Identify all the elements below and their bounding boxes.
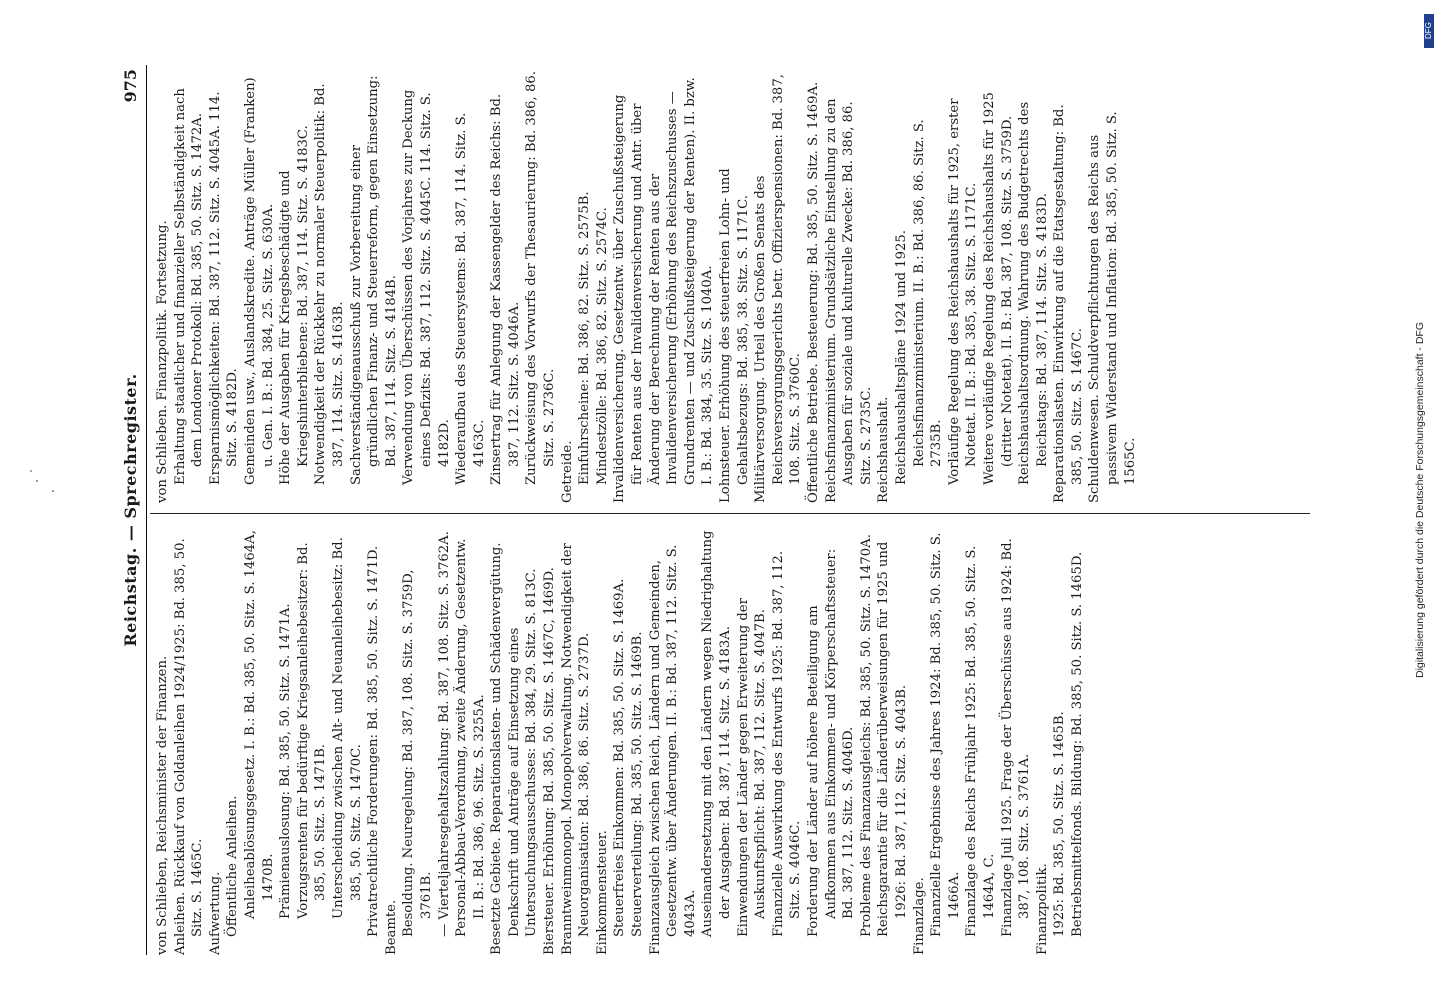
register-entry: Reichshaushaltsordnung. Wahrung des Budgetrechts des Reichstags: Bd. 387, 114. Sitz. S. 4183D.: [1017, 101, 1050, 485]
page-header: [120, 65, 147, 955]
register-entry: Biersteuer. Erhöhung: Bd. 385, 50. Sitz. S. 1467C, 1469D.: [542, 567, 558, 955]
register-entry: Reparationslasten. Einwirkung auf die Etatsgestaltung: Bd. 385, 50. Sitz. S. 1467C.: [1052, 104, 1085, 503]
register-entry: Zinsertrag für Anlegung der Kassengelder des Reichs: Bd. 387, 112. Sitz. S. 4046A.: [489, 93, 522, 485]
register-entry: Lohnsteuer. Erhöhung des steuerfreien Lohn- und Gehaltsbezugs: Bd. 385, 38. Sitz. S. 1171C.: [718, 168, 751, 503]
register-entry: Wiederaufbau des Steuersystems: Bd. 387, 114. Sitz. S. 4163C.: [454, 112, 487, 485]
register-entry: Sachverständigenausschuß zur Vorbereitung einer gründlichen Finanz- und Steuerreform, gegen Einsetzung: Bd. 387, 114. Sitz. S. 4184B.: [348, 75, 399, 485]
register-entry: Gemeinden usw., Auslandskredite. Anträge Müller (Franken) u. Gen. I. B.: Bd. 384, 25. Sitz. S. 630A.: [242, 77, 276, 485]
register-entry: Finanzlage des Reichs Frühjahr 1925: Bd. 385, 50. Sitz. S. 1464A, C.: [964, 545, 997, 937]
register-entry: Verwendung von Überschüssen des Vorjahres zur Deckung eines Defizits: Bd. 387, 112. Sitz. S. 4045C. 114. Sitz. S. 4182D.: [401, 89, 452, 485]
register-entry: Anleiheablösungsgesetz. I. B.: Bd. 385, 50. Sitz. S. 1464A, 1470B.: [242, 530, 276, 919]
register-entry: Finanzielle Ergebnisse des Jahres 1924: Bd. 385, 50. Sitz. S. 1466A.: [929, 532, 962, 937]
register-entry: Personal-Abbau-Verordnung, zweite Änderung, Gesetzentw. II. B.: Bd. 386, 96. Sitz. S. 3255A.: [454, 538, 487, 937]
register-entry: Ersparnismöglichkeiten: Bd. 387, 112. Sitz. S. 4045A. 114. Sitz. S. 4182D.: [207, 91, 241, 485]
register-entry: Reichsfinanzministerium. Grundsätzliche Einstellung zu den Ausgaben für soziale und kulturelle Zwecke: Bd. 386, 86. Sitz. S. 2735C.: [823, 98, 874, 503]
register-entry: Militärversorgung. Urteil des Großen Senats des Reichsversorgungsgerichts betr. Offizierspensionen: Bd. 387, 108. Sitz. S. 3760C.: [753, 74, 804, 503]
scan-speck: [36, 480, 38, 482]
register-entry: Finanzielle Auswirkung des Entwurfs 1925: Bd. 387, 112. Sitz. S. 4046C.: [770, 550, 804, 937]
register-entry: Einfuhrscheine: Bd. 386, 82. Sitz. S. 2575B.: [577, 191, 593, 485]
register-entry: — Vierteljahresgehaltszahlung: Bd. 387, 108. Sitz. S. 3762A.: [436, 531, 452, 937]
register-entry: Öffentliche Betriebe. Besteuerung: Bd. 385, 50. Sitz. S. 1469A.: [805, 81, 821, 503]
register-entry: Notwendigkeit der Rückkehr zu normaler Steuerpolitik: Bd. 387, 114. Sitz. S. 4163B.: [313, 83, 346, 485]
dfg-logo: DFG: [1424, 14, 1434, 48]
register-entry: Vorzugsrenten für bedürftige Kriegsanleihebesitzer: Bd. 385, 50. Sitz. S. 1471B.: [295, 542, 329, 919]
register-entry: Reichshaushaltspläne 1924 und 1925. Reichsfinanzministerium. II. B.: Bd. 386, 86. Sitz. S. 2735B.: [893, 119, 945, 485]
page-number: 975: [121, 69, 140, 103]
register-entry: Schuldenwesen. Schuldverpflichtungen des Reichs aus passivem Widerstand und Inflation: Bd. 385, 50. Sitz. S. 1565C.: [1087, 111, 1138, 503]
register-entry: Öffentliche Anleihen.: [225, 795, 241, 937]
register-entry: Zurückweisung des Vorwurfs der Thesaurierung: Bd. 386, 86. Sitz. S. 2736C.: [524, 71, 558, 485]
register-entry: Betriebsmittelfonds. Bildung: Bd. 385, 50. Sitz. S. 1465D.: [1069, 551, 1085, 937]
column-divider: [150, 513, 1310, 514]
register-entry: Mindestzölle: Bd. 386, 82. Sitz. S. 2574C.: [594, 207, 610, 485]
right-column: [154, 71, 1304, 503]
register-entry: Reichsgarantie für die Länderüberweisungen für 1925 und 1926: Bd. 387, 112. Sitz. S. 4043B.: [876, 541, 909, 937]
register-entry: Einwendungen der Länder gegen Erweiterung der Auskunftspflicht: Bd. 387, 112. Sitz. S. 4047B.: [735, 598, 769, 937]
register-entry: Erhaltung staatlicher und finanzieller Selbständigkeit nach dem Londoner Protokoll: Bd. 385, 50. Sitz. S. 1472A.: [172, 88, 206, 485]
register-entry: Auseinandersetzung mit den Ländern wegen Niedrighaltung der Ausgaben: Bd. 387, 114. Sitz. S. 4183A.: [700, 530, 733, 937]
register-entry: Unterscheidung zwischen Alt- und Neuanleihebesitz: Bd. 385, 50. Sitz. S. 1470C.: [330, 537, 364, 919]
register-entry: Weitere vorläufige Regelung des Reichshaushalts für 1925 (dritter Notetat). II. B.: Bd. 387, 108. Sitz. S. 3759D.: [981, 92, 1015, 485]
register-entry: von Schlieben. Finanzpolitik. Fortsetzung.: [155, 220, 170, 503]
left-column: [154, 523, 1304, 955]
register-entry: Vorläufige Regelung des Reichshaushalts für 1925, erster Notetat. II. B.: Bd. 385, 38. Sitz. S. 1171C.: [946, 98, 980, 485]
register-entry: Probleme des Finanzausgleichs: Bd. 385, 50. Sitz. S. 1470A.: [858, 534, 874, 937]
register-entry: Höhe der Ausgaben für Kriegsbeschädigte und Kriegshinterbliebene: Bd. 387, 114. Sitz. S. 4183C.: [278, 125, 311, 485]
register-entry: von Schlieben, Reichsminister der Finanzen.: [155, 655, 170, 955]
page-title: Reichstag. — Sprechregister.: [121, 373, 140, 647]
register-entry: Finanzpolitik.: [1034, 863, 1050, 955]
scan-speck: [52, 490, 54, 492]
register-entry: Invalidenversicherung. Gesetzentw. über Zuschußsteigerung für Renten aus der Invalidenversicherung und Antr. über Änderung der Berechnung der Renten aus der Invalidenversicherung (Erhöhung des Reichszuschusses — Grundrenten — und Zuschußsteigerung der Renten). II. bzw. I. B.: Bd. 384, 35. Sitz. S. 1040A.: [612, 77, 716, 503]
register-entry: Finanzlage.: [911, 877, 927, 955]
register-entry: Einkommensteuer.: [594, 830, 610, 955]
register-entry: Besoldung. Neuregelung: Bd. 387, 108. Sitz. S. 3759D, 3761B.: [401, 569, 434, 937]
register-entry: Privatrechtliche Forderungen: Bd. 385, 50. Sitz. S. 1471D.: [366, 545, 382, 937]
register-entry: Besetzte Gebiete. Reparationslasten- und Schädenvergütung. Denkschrift und Anträge auf Einsetzung eines Untersuchungsausschusses: Bd. 384, 29. Sitz. S. 813C.: [489, 542, 540, 955]
digitization-note: Digitalisierung gefördert durch die Deutsche Forschungsgemeinschaft - DFG: [1414, 321, 1426, 679]
register-entry: Finanzlage Juli 1925. Frage der Überschüsse aus 1924: Bd. 387, 108. Sitz. S. 3761A.: [999, 538, 1033, 937]
register-entry: Steuerfreies Einkommen: Bd. 385, 50. Sitz. S. 1469A.: [612, 578, 628, 937]
register-entry: Steuerverteilung: Bd. 385, 50. Sitz. S. 1469B.: [630, 631, 646, 937]
register-entry: Getreide.: [559, 440, 575, 503]
scan-speck: [30, 470, 32, 472]
register-page: [120, 65, 1320, 955]
register-entry: Anleihen. Rückkauf von Goldanleihen 1924/1925: Bd. 385, 50. Sitz. S. 1465C.: [172, 538, 206, 955]
register-entry: Reichshaushalt.: [876, 396, 892, 503]
register-entry: Beamte.: [383, 899, 399, 955]
register-entry: Branntweinmonopol. Monopolverwaltung. Notwendigkeit der Neuorganisation: Bd. 386, 86. Sitz. S. 2737D.: [559, 543, 593, 955]
register-entry: Prämienauslosung: Bd. 385, 50. Sitz. S. 1471A.: [278, 603, 294, 919]
register-entry: Aufwertung.: [207, 871, 223, 955]
register-entry: Finanzausgleich zwischen Reich, Ländern und Gemeinden, Gesetzentw. über Änderungen. II. B.: Bd. 387, 112. Sitz. S. 4043A.: [647, 544, 698, 955]
register-entry: Forderung der Länder auf höhere Beteiligung am Aufkommen aus Einkommen- und Körperschaftssteuer: Bd. 387, 112. Sitz. S. 4046D.: [805, 548, 857, 937]
register-entry: 1925: Bd. 385, 50. Sitz. S. 1465B.: [1052, 711, 1068, 937]
